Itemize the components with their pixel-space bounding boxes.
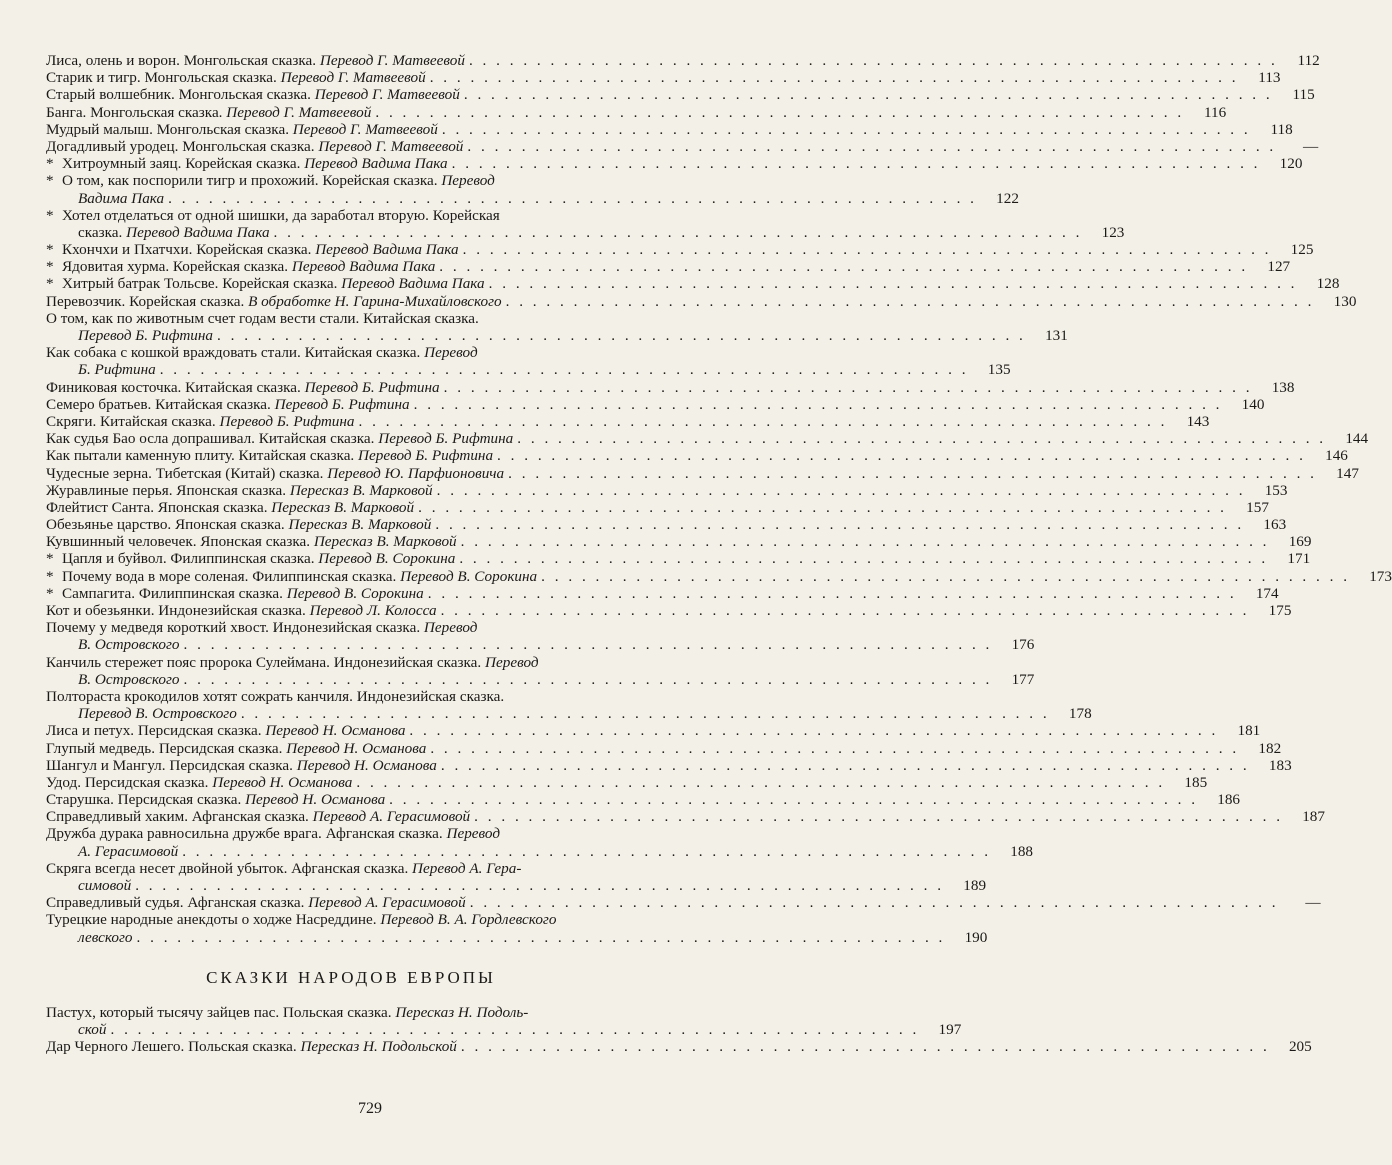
dot-leader: . . . . . . . . . . . . . . . . . . . . . . . . . . . . . . . . . . . . . . . . . . . . . . . . . . . . . . . . . . . . — [474, 808, 1283, 826]
toc-entry — [46, 533, 1312, 551]
dot-leader: . . . . . . . . . . . . . . . . . . . . . . . . . . . . . . . . . . . . . . . . . . . . . . . . . . . . . . . . . . . . — [356, 773, 1166, 791]
toc-line — [46, 241, 1314, 259]
dot-leader: . . . . . . . . . . . . . . . . . . . . . . . . . . . . . . . . . . . . . . . . . . . . . . . . . . . . . . . . . . . . — [440, 602, 1250, 619]
toc-entry — [46, 86, 1315, 104]
toc-line — [46, 378, 1295, 396]
toc-entry — [46, 344, 1011, 379]
dot-leader: . . . . . . . . . . . . . . . . . . . . . . . . . . . . . . . . . . . . . . . . . . . . . . . . . . . . . . . . . . . . — [110, 1020, 920, 1038]
dot-leader: . . . . . . . . . . . . . . . . . . . . . . . . . . . . . . . . . . . . . . . . . . . . . . . . . . . . . . . . . . . . — [508, 464, 1317, 482]
toc-entry — [46, 687, 1092, 723]
toc-line — [46, 670, 1035, 688]
toc-entry — [46, 550, 1311, 568]
toc-entry — [46, 894, 1321, 912]
asterisk-mark: * — [46, 206, 54, 224]
toc-entry — [46, 258, 1291, 276]
asterisk-mark: * — [46, 241, 54, 259]
toc-title: Хитроумный заяц. Корейская сказка. Перевод Вадима Пака — [62, 155, 448, 173]
toc-entry — [46, 103, 1227, 121]
toc-line — [46, 207, 656, 224]
toc-title: Справедливый судья. Афганская сказка. Перевод А. Герасимовой — [46, 894, 466, 912]
toc-title: Старик и тигр. Монгольская сказка. Перевод Г. Матвеевой — [46, 69, 426, 87]
toc-page-number: 135 — [987, 361, 1011, 379]
toc-line — [46, 584, 1279, 602]
dot-leader: . . . . . . . . . . . . . . . . . . . . . . . . . . . . . . . . . . . . . . . . . . . . . . . . . . . . . . . . . . . . — [468, 52, 1278, 69]
dot-leader: . . . . . . . . . . . . . . . . . . . . . . . . . . . . . . . . . . . . . . . . . . . . . . . . . . . . . . . . . . . . — [497, 447, 1306, 465]
toc-page-number: 174 — [1255, 584, 1279, 602]
toc-line — [46, 481, 1288, 499]
toc-page-number: 144 — [1345, 430, 1369, 448]
toc-line — [46, 567, 1392, 585]
toc-entry — [46, 155, 1303, 173]
toc-page-number: 122 — [996, 189, 1019, 207]
toc-line — [46, 722, 1261, 740]
toc-title: В. Островского — [78, 636, 180, 654]
dot-leader: . . . . . . . . . . . . . . . . . . . . . . . . . . . . . . . . . . . . . . . . . . . . . . . . . . . . . . . . . . . . — [441, 120, 1251, 138]
toc-title: Кот и обезьянки. Индонезийская сказка. Перевод Л. Колосса — [46, 602, 437, 619]
toc-entry — [46, 395, 1265, 413]
toc-line — [46, 533, 1312, 551]
toc-page-number: 127 — [1267, 258, 1291, 276]
dot-leader: . . . . . . . . . . . . . . . . . . . . . . . . . . . . . . . . . . . . . . . . . . . . . . . . . . . . . . . . . . . . — [463, 86, 1273, 104]
toc-page-number: 157 — [1246, 498, 1269, 516]
toc-title: Обезьянье царство. Японская сказка. Пересказ В. Марковой — [46, 516, 432, 534]
dot-leader: . . . . . . . . . . . . . . . . . . . . . . . . . . . . . . . . . . . . . . . . . . . . . . . . . . . . . . . . . . . . — [460, 533, 1270, 551]
toc-line — [46, 739, 1282, 757]
toc-entry — [46, 69, 1281, 87]
dot-leader: . . . . . . . . . . . . . . . . . . . . . . . . . . . . . . . . . . . . . . . . . . . . . . . . . . . . . . . . . . . . — [439, 258, 1249, 276]
toc-line — [46, 602, 1292, 619]
toc-title: Скряга всегда несет двойной убыток. Афганская сказка. Перевод А. Гера- — [46, 859, 522, 877]
toc-page-number: 197 — [938, 1020, 962, 1038]
toc-line — [46, 688, 656, 705]
toc-page-number: 143 — [1186, 412, 1210, 430]
dot-leader: . . . . . . . . . . . . . . . . . . . . . . . . . . . . . . . . . . . . . . . . . . . . . . . . . . . . . . . . . . . . — [541, 567, 1350, 585]
toc-page-number: 183 — [1268, 756, 1292, 774]
toc-entry — [46, 52, 1320, 69]
toc-line — [46, 361, 1011, 379]
toc-line — [46, 928, 988, 946]
toc-line — [46, 894, 1321, 912]
toc-line — [46, 1038, 1312, 1056]
dot-leader: . . . . . . . . . . . . . . . . . . . . . . . . . . . . . . . . . . . . . . . . . . . . . . . . . . . . . . . . . . . . — [418, 498, 1227, 516]
section-heading: СКАЗКИ НАРОДОВ ЕВРОПЫ — [206, 967, 496, 987]
toc-line — [46, 1020, 962, 1038]
toc-line — [46, 808, 1325, 826]
toc-line — [46, 155, 1303, 173]
toc-page-number: 115 — [1292, 86, 1315, 104]
toc-line — [46, 69, 1281, 87]
toc-entry — [46, 825, 1034, 860]
dot-leader: . . . . . . . . . . . . . . . . . . . . . . . . . . . . . . . . . . . . . . . . . . . . . . . . . . . . . . . . . . . . — [182, 842, 992, 860]
toc-title: ской — [78, 1020, 107, 1038]
toc-page-number: 131 — [1045, 327, 1068, 344]
toc-title: Как собака с кошкой враждовать стали. Китайская сказка. Перевод — [46, 344, 478, 362]
toc-page-number: 112 — [1297, 52, 1320, 69]
toc-title: Хотел отделаться от одной шишки, да заработал вторую. Корейская — [62, 206, 500, 224]
toc-page-number: 182 — [1258, 739, 1282, 757]
toc-title: Как пытали каменную плиту. Китайская сказка. Перевод Б. Рифтина — [46, 447, 494, 465]
dot-leader: . . . . . . . . . . . . . . . . . . . . . . . . . . . . . . . . . . . . . . . . . . . . . . . . . . . . . . . . . . . . — [429, 69, 1239, 87]
toc-page-number: 147 — [1336, 464, 1359, 482]
toc-entry — [46, 378, 1295, 396]
asterisk-mark: * — [46, 172, 54, 190]
toc-title: Почему вода в море соленая. Филиппинская сказка. Перевод В. Сорокина — [62, 567, 538, 585]
toc-page-number: 163 — [1263, 516, 1287, 534]
toc-line — [46, 636, 1035, 654]
toc-title: сказка. Перевод Вадима Пака — [78, 223, 270, 241]
toc-title: Ядовитая хурма. Корейская сказка. Перевод Вадима Пака — [62, 258, 436, 276]
toc-title: Перевод Б. Рифтина — [78, 327, 214, 344]
toc-title: левского — [78, 928, 133, 946]
toc-page-number: 118 — [1270, 120, 1293, 138]
toc-title: Чудесные зерна. Тибетская (Китай) сказка. Перевод Ю. Парфионовича — [46, 464, 505, 482]
toc-line — [46, 756, 1292, 774]
toc-entry — [46, 241, 1314, 259]
toc-line — [46, 498, 1269, 516]
toc-list-europe — [46, 1003, 1312, 1056]
toc-page-number: 128 — [1316, 275, 1340, 293]
toc-line — [46, 223, 1125, 241]
toc-page-number: 116 — [1203, 103, 1227, 121]
toc-page-number: 123 — [1101, 223, 1125, 241]
toc-title: Шангул и Мангул. Персидская сказка. Перевод Н. Османова — [46, 756, 437, 774]
toc-page-number: 190 — [964, 928, 988, 946]
dot-leader: . . . . . . . . . . . . . . . . . . . . . . . . . . . . . . . . . . . . . . . . . . . . . . . . . . . . . . . . . . . . — [183, 670, 993, 688]
toc-title: Дар Черного Лешего. Польская сказка. Пересказ Н. Подольской — [46, 1038, 457, 1056]
dot-leader: . . . . . . . . . . . . . . . . . . . . . . . . . . . . . . . . . . . . . . . . . . . . . . . . . . . . . . . . . . . . — [168, 189, 977, 207]
toc-list-asia — [46, 52, 1392, 946]
toc-entry — [46, 567, 1392, 585]
dot-leader: . . . . . . . . . . . . . . . . . . . . . . . . . . . . . . . . . . . . . . . . . . . . . . . . . . . . . . . . . . . . — [459, 550, 1269, 568]
toc-page-number: 113 — [1258, 69, 1281, 87]
toc-line — [46, 86, 1315, 104]
toc-entry — [46, 309, 1068, 344]
dot-leader: . . . . . . . . . . . . . . . . . . . . . . . . . . . . . . . . . . . . . . . . . . . . . . . . . . . . . . . . . . . . — [427, 584, 1237, 602]
toc-page-number: 186 — [1217, 791, 1240, 809]
toc-entry — [46, 447, 1348, 465]
asterisk-mark: * — [46, 258, 54, 276]
toc-title: Старушка. Персидская сказка. Перевод Н. Османова — [46, 791, 386, 809]
toc-title: Дружба дурака равносильна дружбе врага. Афганская сказка. Перевод — [46, 825, 501, 843]
toc-entry — [46, 791, 1240, 809]
toc-title: Финиковая косточка. Китайская сказка. Перевод Б. Рифтина — [46, 378, 440, 396]
toc-line — [46, 395, 1265, 413]
dot-leader: . . . . . . . . . . . . . . . . . . . . . . . . . . . . . . . . . . . . . . . . . . . . . . . . . . . . . . . . . . . . — [469, 894, 1279, 912]
toc-entry — [46, 498, 1269, 516]
toc-title: Мудрый малыш. Монгольская сказка. Перевод Г. Матвеевой — [46, 120, 438, 138]
toc-title: Как судья Бао осла допрашивал. Китайская сказка. Перевод Б. Рифтина — [46, 430, 514, 448]
dot-leader: . . . . . . . . . . . . . . . . . . . . . . . . . . . . . . . . . . . . . . . . . . . . . . . . . . . . . . . . . . . . — [443, 378, 1253, 396]
toc-line — [46, 911, 656, 928]
toc-line — [46, 189, 1019, 207]
toc-entry — [46, 120, 1293, 138]
toc-line — [46, 327, 1068, 344]
toc-line — [46, 344, 656, 361]
toc-entry — [46, 859, 987, 894]
toc-page-number: 175 — [1268, 602, 1292, 619]
toc-entry — [46, 722, 1261, 740]
toc-entry — [46, 172, 1019, 207]
toc-title: Лиса, олень и ворон. Монгольская сказка. Перевод Г. Матвеевой — [46, 52, 465, 69]
toc-entry — [46, 756, 1292, 774]
toc-entry — [46, 292, 1357, 310]
dot-leader: . . . . . . . . . . . . . . . . . . . . . . . . . . . . . . . . . . . . . . . . . . . . . . . . . . . . . . . . . . . . — [488, 275, 1298, 293]
dot-leader: . . . . . . . . . . . . . . . . . . . . . . . . . . . . . . . . . . . . . . . . . . . . . . . . . . . . . . . . . . . . — [460, 1038, 1270, 1056]
toc-title: А. Герасимовой — [78, 842, 179, 860]
dot-leader: . . . . . . . . . . . . . . . . . . . . . . . . . . . . . . . . . . . . . . . . . . . . . . . . . . . . . . . . . . . . — [217, 327, 1026, 344]
toc-entry — [46, 430, 1369, 448]
toc-line — [46, 172, 656, 189]
toc-page-number: 189 — [963, 877, 987, 894]
toc-title: Кувшинный человечек. Японская сказка. Пересказ В. Марковой — [46, 533, 457, 551]
toc-title: Банга. Монгольская сказка. Перевод Г. Матвеевой — [46, 103, 372, 121]
dot-leader: . . . . . . . . . . . . . . . . . . . . . . . . . . . . . . . . . . . . . . . . . . . . . . . . . . . . . . . . . . . . — [389, 791, 1198, 809]
toc-line — [46, 773, 1208, 791]
toc-line — [46, 1004, 656, 1021]
toc-title: Цапля и буйвол. Филиппинская сказка. Перевод В. Сорокина — [62, 550, 456, 568]
toc-line — [46, 516, 1287, 534]
toc-line — [46, 52, 1320, 69]
toc-entry — [46, 911, 988, 946]
toc-entry — [46, 275, 1340, 293]
toc-page-number: 125 — [1290, 241, 1314, 259]
toc-title: Семеро братьев. Китайская сказка. Перевод Б. Рифтина — [46, 395, 410, 413]
toc-entry — [46, 481, 1288, 499]
table-of-contents — [46, 52, 1392, 1056]
toc-title: Старый волшебник. Монгольская сказка. Перевод Г. Матвеевой — [46, 86, 460, 104]
toc-line — [46, 464, 1359, 482]
toc-page-number: — — [1303, 137, 1319, 155]
toc-title: Сампагита. Филиппинская сказка. Перевод В. Сорокина — [62, 584, 424, 602]
dot-leader: . . . . . . . . . . . . . . . . . . . . . . . . . . . . . . . . . . . . . . . . . . . . . . . . . . . . . . . . . . . . — [517, 430, 1327, 448]
toc-entry — [46, 1038, 1312, 1056]
dot-leader: . . . . . . . . . . . . . . . . . . . . . . . . . . . . . . . . . . . . . . . . . . . . . . . . . . . . . . . . . . . . — [467, 137, 1277, 155]
toc-page-number: 181 — [1237, 722, 1261, 740]
toc-line — [46, 310, 656, 327]
toc-line — [46, 258, 1291, 276]
toc-page-number: 120 — [1279, 155, 1303, 173]
toc-line — [46, 137, 1319, 155]
toc-line — [46, 550, 1311, 568]
dot-leader: . . . . . . . . . . . . . . . . . . . . . . . . . . . . . . . . . . . . . . . . . . . . . . . . . . . . . . . . . . . . — [240, 705, 1050, 723]
toc-line — [46, 825, 656, 842]
toc-line — [46, 412, 1210, 430]
toc-line — [46, 842, 1034, 860]
toc-title: Б. Рифтина — [78, 361, 156, 379]
toc-line — [46, 275, 1340, 293]
toc-entry — [46, 412, 1210, 430]
toc-entry — [46, 206, 1125, 241]
toc-entry — [46, 808, 1325, 826]
dot-leader: . . . . . . . . . . . . . . . . . . . . . . . . . . . . . . . . . . . . . . . . . . . . . . . . . . . . . . . . . . . . — [273, 223, 1083, 241]
toc-page-number: 169 — [1288, 533, 1312, 551]
toc-page-number: — — [1305, 894, 1321, 912]
toc-title: Глупый медведь. Персидская сказка. Перевод Н. Османова — [46, 739, 427, 757]
toc-entry — [46, 1003, 962, 1038]
toc-title: О том, как поспорили тигр и прохожий. Корейская сказка. Перевод — [62, 172, 495, 190]
toc-page-number: 146 — [1325, 447, 1348, 465]
toc-line — [46, 654, 656, 671]
dot-leader: . . . . . . . . . . . . . . . . . . . . . . . . . . . . . . . . . . . . . . . . . . . . . . . . . . . . . . . . . . . . — [451, 155, 1261, 173]
dot-leader: . . . . . . . . . . . . . . . . . . . . . . . . . . . . . . . . . . . . . . . . . . . . . . . . . . . . . . . . . . . . — [135, 877, 945, 894]
toc-title: Перевод В. Островского — [78, 705, 237, 723]
dot-leader: . . . . . . . . . . . . . . . . . . . . . . . . . . . . . . . . . . . . . . . . . . . . . . . . . . . . . . . . . . . . — [462, 241, 1272, 259]
toc-title: Хитрый батрак Тольсве. Корейская сказка. Перевод Вадима Пака — [62, 275, 485, 293]
toc-title: Перевозчик. Корейская сказка. В обработке Н. Гарина-Михайловского — [46, 292, 502, 310]
dot-leader: . . . . . . . . . . . . . . . . . . . . . . . . . . . . . . . . . . . . . . . . . . . . . . . . . . . . . . . . . . . . — [159, 361, 969, 379]
toc-line — [46, 860, 656, 877]
toc-title: Турецкие народные анекдоты о ходже Насреддине. Перевод В. А. Гордлевского — [46, 911, 557, 929]
dot-leader: . . . . . . . . . . . . . . . . . . . . . . . . . . . . . . . . . . . . . . . . . . . . . . . . . . . . . . . . . . . . — [435, 516, 1245, 534]
dot-leader: . . . . . . . . . . . . . . . . . . . . . . . . . . . . . . . . . . . . . . . . . . . . . . . . . . . . . . . . . . . . — [183, 636, 993, 654]
toc-title: симовой — [78, 877, 132, 894]
toc-title: Флейтист Санта. Японская сказка. Пересказ В. Марковой — [46, 498, 415, 516]
dot-leader: . . . . . . . . . . . . . . . . . . . . . . . . . . . . . . . . . . . . . . . . . . . . . . . . . . . . . . . . . . . . — [375, 103, 1185, 121]
dot-leader: . . . . . . . . . . . . . . . . . . . . . . . . . . . . . . . . . . . . . . . . . . . . . . . . . . . . . . . . . . . . — [413, 395, 1223, 413]
toc-line — [46, 103, 1227, 121]
toc-line — [46, 120, 1293, 138]
toc-line — [46, 447, 1348, 465]
toc-page-number: 171 — [1287, 550, 1311, 568]
toc-entry — [46, 619, 1035, 654]
dot-leader: . . . . . . . . . . . . . . . . . . . . . . . . . . . . . . . . . . . . . . . . . . . . . . . . . . . . . . . . . . . . — [430, 739, 1240, 757]
toc-page-number: 185 — [1184, 773, 1208, 791]
toc-title: Полтораста крокодилов хотят сожрать канчиля. Индонезийская сказка. — [46, 687, 505, 705]
toc-entry — [46, 602, 1292, 619]
toc-page-number: 176 — [1011, 636, 1035, 654]
toc-page-number: 153 — [1264, 481, 1288, 499]
toc-page-number: 205 — [1288, 1038, 1312, 1056]
toc-title: Догадливый уродец. Монгольская сказка. Перевод Г. Матвеевой — [46, 137, 464, 155]
dot-leader: . . . . . . . . . . . . . . . . . . . . . . . . . . . . . . . . . . . . . . . . . . . . . . . . . . . . . . . . . . . . — [136, 928, 946, 946]
dot-leader: . . . . . . . . . . . . . . . . . . . . . . . . . . . . . . . . . . . . . . . . . . . . . . . . . . . . . . . . . . . . — [436, 481, 1246, 499]
asterisk-mark: * — [46, 550, 54, 568]
toc-page-number: 130 — [1333, 292, 1357, 310]
toc-title: Удод. Персидская сказка. Перевод Н. Османова — [46, 773, 353, 791]
toc-entry — [46, 773, 1208, 791]
toc-page-number: 188 — [1010, 842, 1034, 860]
toc-title: Пастух, который тысячу зайцев пас. Польская сказка. Пересказ Н. Подоль- — [46, 1003, 529, 1021]
toc-title: Справедливый хаким. Афганская сказка. Перевод А. Герасимовой — [46, 808, 471, 826]
dot-leader: . . . . . . . . . . . . . . . . . . . . . . . . . . . . . . . . . . . . . . . . . . . . . . . . . . . . . . . . . . . . — [505, 292, 1315, 310]
toc-title: Канчиль стережет пояс пророка Сулеймана. Индонезийская сказка. Перевод — [46, 653, 539, 671]
toc-page-number: 138 — [1271, 378, 1295, 396]
toc-title: Почему у медведя короткий хвост. Индонезийская сказка. Перевод — [46, 619, 478, 637]
toc-entry — [46, 739, 1282, 757]
asterisk-mark: * — [46, 567, 54, 585]
toc-title: Кхончхи и Пхатчхи. Корейская сказка. Перевод Вадима Пака — [62, 241, 459, 259]
toc-line — [46, 877, 987, 894]
toc-page-number: 177 — [1011, 670, 1035, 688]
toc-entry — [46, 653, 1035, 688]
toc-title: О том, как по животным счет годам вести стали. Китайская сказка. — [46, 309, 479, 327]
toc-page-number: 140 — [1241, 395, 1265, 413]
dot-leader: . . . . . . . . . . . . . . . . . . . . . . . . . . . . . . . . . . . . . . . . . . . . . . . . . . . . . . . . . . . . — [440, 756, 1250, 774]
asterisk-mark: * — [46, 275, 54, 293]
toc-entry — [46, 516, 1287, 534]
toc-page-number: 173 — [1369, 567, 1392, 585]
toc-title: Вадима Пака — [78, 189, 165, 207]
toc-line — [46, 430, 1369, 448]
page-number: 729 — [358, 1100, 382, 1117]
toc-page-number: 187 — [1302, 808, 1325, 826]
toc-page-number: 178 — [1068, 705, 1092, 723]
toc-line — [46, 791, 1240, 809]
toc-entry — [46, 137, 1319, 155]
toc-line — [46, 292, 1357, 310]
asterisk-mark: * — [46, 155, 54, 173]
toc-line — [46, 619, 656, 636]
toc-entry — [46, 464, 1359, 482]
toc-entry — [46, 584, 1279, 602]
toc-title: Скряги. Китайская сказка. Перевод Б. Рифтина — [46, 412, 355, 430]
toc-title: Журавлиные перья. Японская сказка. Пересказ В. Марковой — [46, 481, 433, 499]
toc-title: Лиса и петух. Персидская сказка. Перевод Н. Османова — [46, 722, 406, 740]
dot-leader: . . . . . . . . . . . . . . . . . . . . . . . . . . . . . . . . . . . . . . . . . . . . . . . . . . . . . . . . . . . . — [409, 722, 1219, 740]
toc-title: В. Островского — [78, 670, 180, 688]
dot-leader: . . . . . . . . . . . . . . . . . . . . . . . . . . . . . . . . . . . . . . . . . . . . . . . . . . . . . . . . . . . . — [358, 412, 1168, 430]
asterisk-mark: * — [46, 584, 54, 602]
toc-line — [46, 705, 1092, 723]
